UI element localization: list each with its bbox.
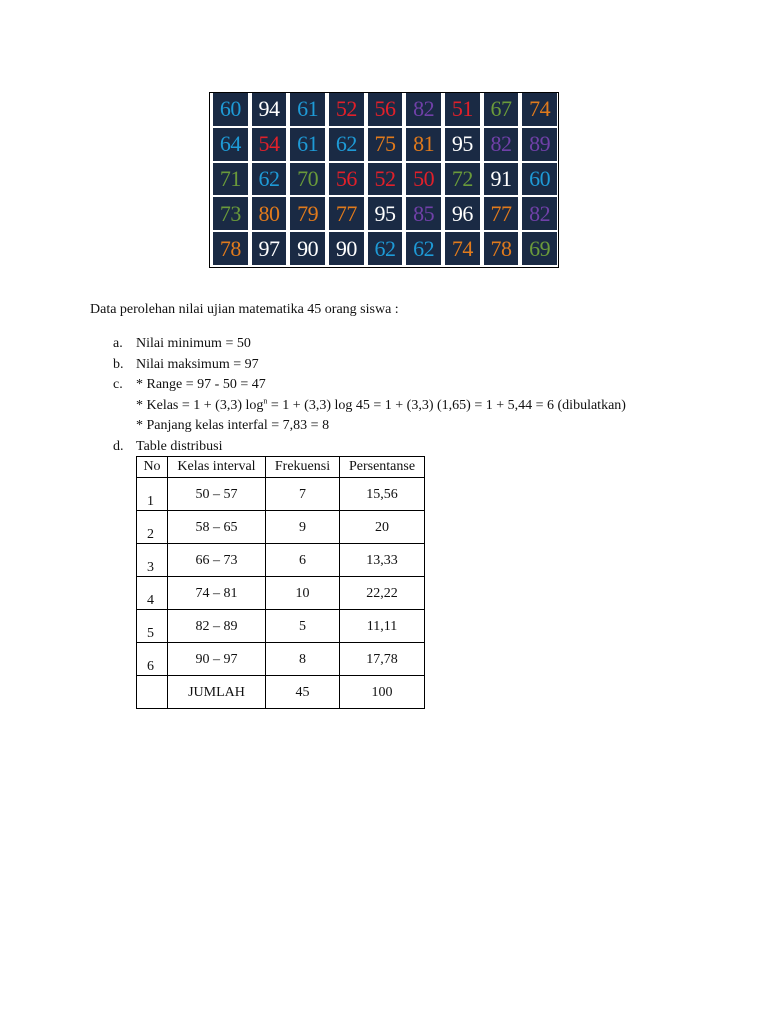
grid-number-cell: 85 [403, 197, 442, 232]
total-percentage-cell: 100 [340, 676, 425, 709]
table-body [137, 478, 425, 709]
grid-number-cell: 90 [287, 232, 326, 267]
grid-number-cell: 54 [249, 128, 288, 163]
frequency-cell: 10 [266, 577, 340, 610]
header-no: No [137, 457, 168, 478]
list-marker: b. [113, 356, 124, 372]
grid-number-cell: 97 [249, 232, 288, 267]
total-frequency-cell: 45 [266, 676, 340, 709]
table-row [137, 544, 425, 577]
table-row [137, 511, 425, 544]
class-interval-cell: 66 – 73 [168, 544, 266, 577]
grid-number-cell: 78 [481, 232, 520, 267]
total-label-cell: JUMLAH [168, 676, 266, 709]
row-number-cell: 2 [137, 511, 168, 544]
intro-sentence: Data perolehan nilai ujian matematika 45 orang siswa : [90, 302, 399, 317]
grid-number-cell: 62 [403, 232, 442, 267]
class-interval-cell: 74 – 81 [168, 577, 266, 610]
grid-number-cell: 77 [481, 197, 520, 232]
frequency-cell: 5 [266, 610, 340, 643]
grid-number-cell: 81 [403, 128, 442, 163]
percentage-cell: 20 [340, 511, 425, 544]
grid-number-cell: 96 [442, 197, 481, 232]
grid-number-cell: 70 [287, 163, 326, 198]
grid-number-cell: 94 [249, 93, 288, 128]
grid-number-cell: 74 [442, 232, 481, 267]
grid-number-cell: 56 [326, 163, 365, 198]
grid-number-cell: 77 [326, 197, 365, 232]
grid-number-cell: 90 [326, 232, 365, 267]
class-count-post: = 1 + (3,3) log 45 = 1 + (3,3) (1,65) = 1 + 5,44 = 6 (dibulatkan) [267, 397, 626, 413]
list-item-b [113, 355, 626, 376]
grid-number-cell: 79 [287, 197, 326, 232]
grid-number-cell: 73 [210, 197, 249, 232]
grid-number-cell: 91 [481, 163, 520, 198]
table-row [137, 610, 425, 643]
table-row [137, 643, 425, 676]
class-interval-cell: 50 – 57 [168, 478, 266, 511]
list-item-d [113, 437, 626, 458]
class-count-pre: * Kelas = 1 + (3,3) log [136, 397, 264, 413]
grid-number-cell: 80 [249, 197, 288, 232]
grid-number-cell: 82 [481, 128, 520, 163]
row-number-cell: 5 [137, 610, 168, 643]
class-interval-cell: 82 – 89 [168, 610, 266, 643]
frequency-cell: 6 [266, 544, 340, 577]
min-value-text: Nilai minimum = 50 [136, 336, 251, 351]
grid-number-cell: 82 [519, 197, 558, 232]
table-caption: Table distribusi [136, 438, 223, 454]
class-interval-cell: 90 – 97 [168, 643, 266, 676]
total-empty-cell [137, 676, 168, 709]
grid-number-cell: 51 [442, 93, 481, 128]
class-count-sup: n [263, 395, 268, 405]
list-marker: c. [113, 377, 123, 392]
percentage-cell: 22,22 [340, 577, 425, 610]
intro-text-block [90, 300, 399, 320]
class-length-text: * Panjang kelas interfal = 7,83 = 8 [136, 418, 330, 433]
grid-number-cell: 61 [287, 128, 326, 163]
grid-number-cell: 95 [365, 197, 404, 232]
percentage-cell: 11,11 [340, 610, 425, 643]
grid-number-cell: 78 [210, 232, 249, 267]
row-number-cell: 6 [137, 643, 168, 676]
grid-number-cell: 52 [365, 163, 404, 198]
grid-number-cell: 62 [249, 163, 288, 198]
grid-number-cell: 95 [442, 128, 481, 163]
grid-number-cell: 62 [326, 128, 365, 163]
class-interval-cell: 58 – 65 [168, 511, 266, 544]
grid-number-cell: 72 [442, 163, 481, 198]
percentage-cell: 13,33 [340, 544, 425, 577]
grid-number-cell: 60 [210, 93, 249, 128]
header-percentage: Persentanse [340, 457, 425, 478]
row-number-cell: 3 [137, 544, 168, 577]
list-item-a [113, 334, 626, 355]
class-count-text [136, 396, 626, 417]
grid-number-cell: 69 [519, 232, 558, 267]
grid-number-cell: 67 [481, 93, 520, 128]
grid-number-cell: 82 [403, 93, 442, 128]
table-total-row [137, 676, 425, 709]
table-row [137, 478, 425, 511]
list-marker: d. [113, 438, 124, 454]
grid-number-cell: 74 [519, 93, 558, 128]
header-class-interval: Kelas interval [168, 457, 266, 478]
number-grid-image [209, 92, 559, 268]
max-value-text: Nilai maksimum = 97 [136, 356, 259, 372]
grid-number-cell: 60 [519, 163, 558, 198]
distribution-table [136, 456, 425, 709]
range-text: * Range = 97 - 50 = 47 [136, 377, 266, 392]
grid-number-cell: 89 [519, 128, 558, 163]
grid-number-cell: 64 [210, 128, 249, 163]
frequency-cell: 8 [266, 643, 340, 676]
row-number-cell: 1 [137, 478, 168, 511]
grid-number-cell: 52 [326, 93, 365, 128]
grid-number-cell: 62 [365, 232, 404, 267]
grid-number-cell: 75 [365, 128, 404, 163]
percentage-cell: 15,56 [340, 478, 425, 511]
number-grid [210, 93, 558, 267]
frequency-cell: 7 [266, 478, 340, 511]
grid-number-cell: 61 [287, 93, 326, 128]
table-row [137, 577, 425, 610]
grid-number-cell: 71 [210, 163, 249, 198]
percentage-cell: 17,78 [340, 643, 425, 676]
list-item-c [113, 375, 626, 437]
grid-number-cell: 56 [365, 93, 404, 128]
answer-list [113, 334, 626, 457]
list-marker: a. [113, 336, 123, 351]
grid-number-cell: 50 [403, 163, 442, 198]
frequency-cell: 9 [266, 511, 340, 544]
header-frequency: Frekuensi [266, 457, 340, 478]
table-header-row [137, 457, 425, 478]
row-number-cell: 4 [137, 577, 168, 610]
